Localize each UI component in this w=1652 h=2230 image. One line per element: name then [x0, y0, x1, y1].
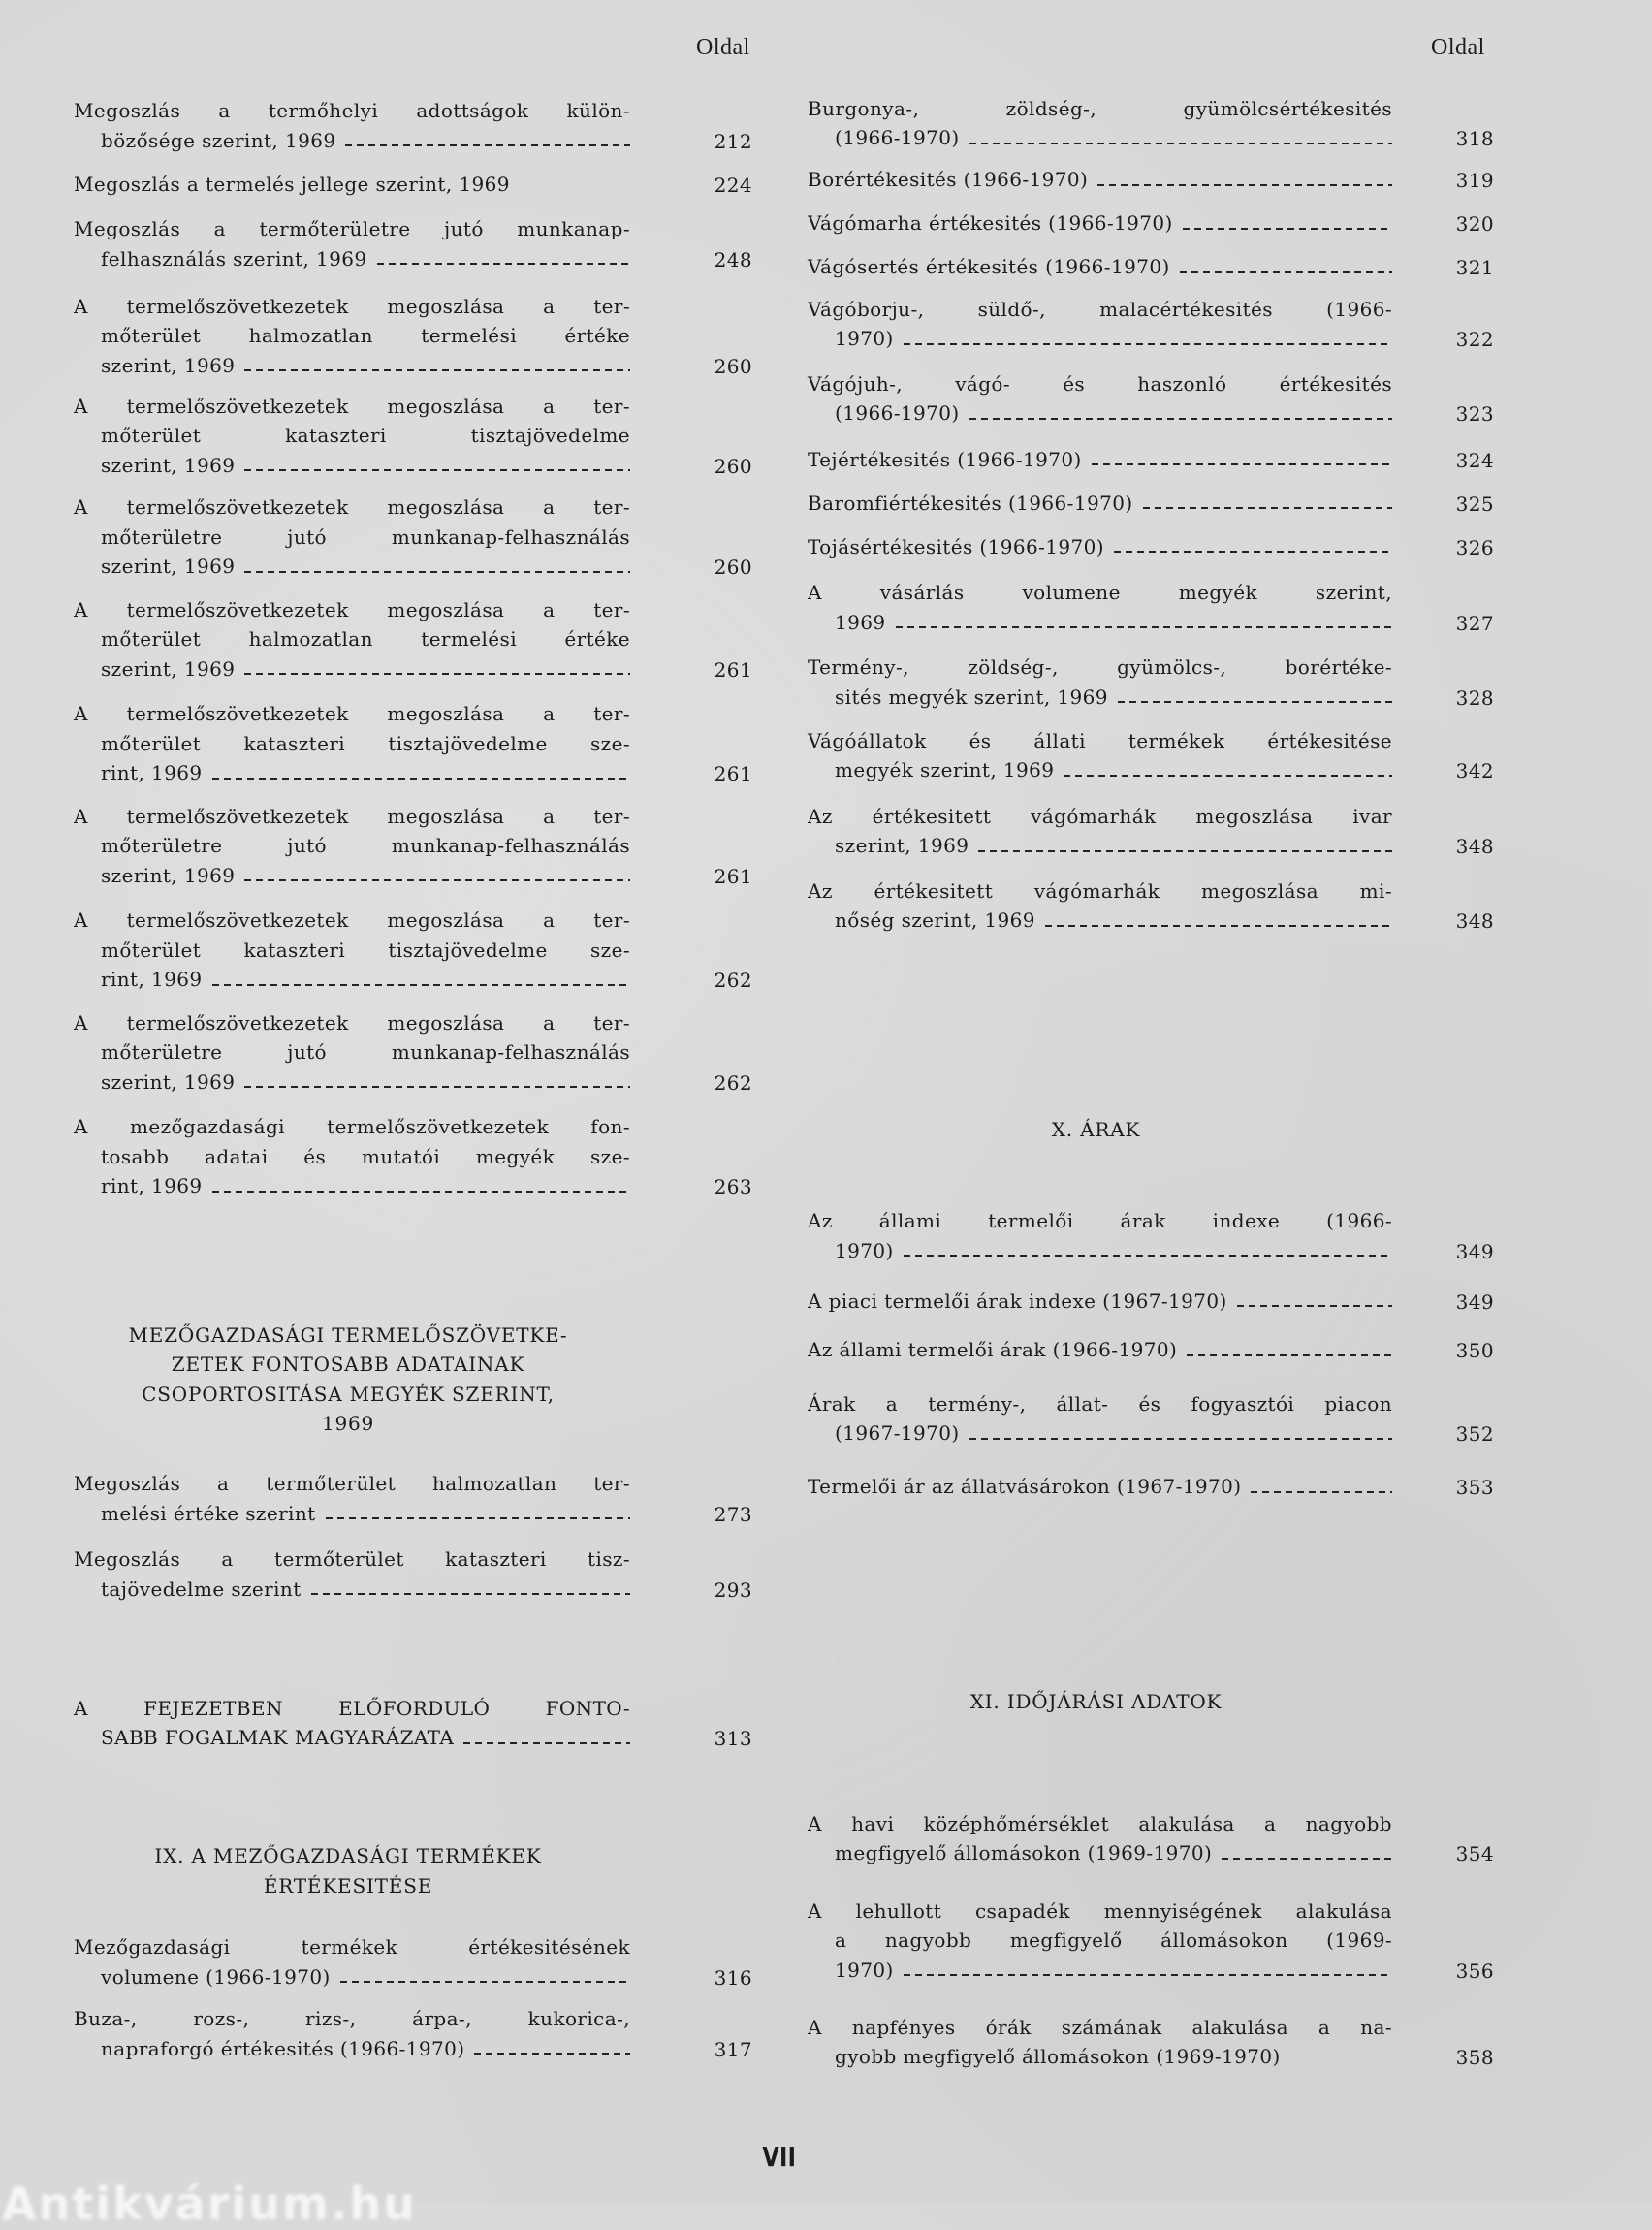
dot-leader	[1092, 463, 1392, 465]
toc-entry[interactable]	[808, 726, 1494, 785]
toc-entry-line	[74, 1008, 630, 1038]
toc-entry[interactable]	[74, 292, 752, 381]
toc-entry-text: nőség szerint, 1969	[835, 908, 1035, 933]
toc-entry-text: melési értéke szerint	[101, 1501, 316, 1525]
toc-entry-text: A piaci termelői árak indexe (1967-1970)	[808, 1289, 1227, 1313]
toc-entry[interactable]	[808, 1287, 1494, 1317]
toc-entry[interactable]	[808, 445, 1494, 475]
toc-page-number: 248	[714, 247, 752, 271]
toc-entry-text: A termelőszövetkezetek megoszlása a ter-	[74, 394, 630, 418]
toc-entry-text: bözősége szerint, 1969	[101, 128, 336, 152]
toc-entry[interactable]	[74, 1112, 752, 1201]
toc-entry-text: Megoszlás a termelés jellege szerint, 1969	[74, 172, 510, 196]
toc-entry-text: szerint, 1969	[101, 453, 236, 477]
toc-entry-text: Tojásértékesités (1966-1970)	[808, 534, 1104, 558]
toc-entry-line	[74, 906, 630, 936]
toc-entry[interactable]	[808, 1809, 1494, 1868]
dot-leader	[345, 144, 630, 146]
toc-entry-line	[835, 1926, 1392, 1956]
toc-page-number: 350	[1455, 1339, 1494, 1363]
toc-entry[interactable]	[808, 295, 1494, 354]
toc-page-number: 317	[714, 2037, 752, 2061]
toc-entry-line	[74, 1112, 630, 1142]
dot-leader	[978, 850, 1392, 852]
toc-entry-text: A mezőgazdasági termelőszövetkezetek fon-	[74, 1115, 630, 1139]
toc-page-number: 320	[1455, 212, 1494, 237]
toc-entry-text: 1969	[835, 610, 886, 634]
toc-entry-line	[101, 321, 630, 351]
dot-leader	[1114, 551, 1392, 553]
dot-leader	[904, 1255, 1392, 1257]
toc-entry-text: A FEJEZETBEN ELŐFORDULÓ FONTO-	[74, 1696, 630, 1720]
toc-page-number: 358	[1455, 2046, 1494, 2070]
toc-entry-line	[835, 1236, 1392, 1266]
toc-entry[interactable]	[808, 1896, 1494, 1986]
toc-entry[interactable]	[808, 165, 1494, 195]
dot-leader	[311, 1593, 630, 1595]
toc-entry[interactable]	[74, 214, 752, 273]
dot-leader	[904, 1974, 1392, 1976]
toc-page-number: 262	[714, 1070, 752, 1095]
section-heading-line: IX. A MEZŐGAZDASÁGI TERMÉKEK	[154, 1844, 542, 1868]
toc-entry-text: megyék szerint, 1969	[835, 758, 1055, 782]
toc-entry-text: Megoszlás a termőterület kataszteri tisz-	[74, 1547, 630, 1572]
page-folio: VII	[762, 2141, 797, 2173]
toc-entry-text: Termelői ár az állatvásárokon (1967-1970)	[808, 1475, 1242, 1499]
dot-leader	[969, 418, 1392, 420]
toc-entry-line	[74, 214, 630, 244]
toc-entry-line	[101, 1171, 630, 1201]
toc-page-number: 318	[1455, 127, 1494, 151]
toc-page-number: 323	[1455, 402, 1494, 427]
left-oldal-header: Oldal	[696, 35, 750, 60]
toc-entry-line	[808, 2013, 1392, 2043]
dot-leader	[1251, 1491, 1392, 1493]
toc-entry-text: A termelőszövetkezetek megoszlása a ter-	[74, 702, 630, 726]
toc-page-number: 349	[1455, 1290, 1494, 1314]
toc-page-number: 260	[714, 556, 752, 580]
toc-entry[interactable]	[74, 1694, 752, 1753]
toc-entry-text: rint, 1969	[101, 761, 203, 785]
toc-entry-line	[808, 802, 1392, 832]
toc-page-number: 293	[714, 1577, 752, 1602]
section-heading	[70, 1841, 626, 1900]
toc-entry-line	[101, 936, 630, 966]
toc-entry-line	[101, 1142, 630, 1172]
toc-entry[interactable]	[74, 595, 752, 685]
toc-entry[interactable]	[808, 578, 1494, 637]
toc-entry-line	[808, 1472, 1392, 1502]
toc-entry-text: Megoszlás a termőterületre jutó munkanap-	[74, 217, 630, 241]
section-heading-line: 1969	[321, 1412, 375, 1436]
toc-entry[interactable]	[74, 493, 752, 582]
section-heading-line: ÉRTÉKESITÉSE	[263, 1873, 433, 1897]
toc-entry-text: 1970)	[835, 1958, 894, 1982]
toc-entry-line	[74, 1545, 630, 1575]
toc-entry-line	[101, 126, 630, 156]
toc-entry-line	[101, 1067, 630, 1098]
toc-entry-text: Az állami termelői árak indexe (1966-	[808, 1209, 1392, 1233]
toc-page-number: 324	[1455, 448, 1494, 472]
dot-leader	[1097, 184, 1392, 186]
toc-entry-text: tosabb adatai és mutatói megyék sze-	[101, 1144, 630, 1168]
toc-entry-line	[101, 244, 630, 274]
toc-entry-line	[835, 1838, 1392, 1868]
toc-entry-line	[101, 2034, 630, 2064]
toc-entry-line	[835, 1956, 1392, 1986]
toc-page-number: 354	[1455, 1842, 1494, 1866]
toc-entry-line	[808, 252, 1392, 282]
toc-entry-line	[101, 421, 630, 451]
section-heading-line: X. ÁRAK	[1051, 1117, 1141, 1141]
toc-page-number: 342	[1455, 759, 1494, 783]
toc-page-number: 349	[1455, 1239, 1494, 1263]
toc-entry-text: rint, 1969	[101, 1174, 203, 1198]
toc-entry-line	[835, 683, 1392, 713]
toc-entry-line	[101, 1499, 630, 1529]
toc-entry-text: a nagyobb megfigyelő állomásokon (1969-	[835, 1928, 1392, 1953]
dot-leader	[1045, 925, 1392, 927]
toc-entry-line	[835, 2042, 1392, 2072]
toc-entry-line	[101, 1037, 630, 1067]
toc-page-number: 325	[1455, 492, 1494, 516]
toc-entry-line	[101, 831, 630, 861]
dot-leader	[244, 369, 630, 371]
toc-entry-line	[74, 292, 630, 322]
toc-entry-line	[101, 624, 630, 654]
toc-entry[interactable]	[74, 1469, 752, 1528]
toc-page-number: 313	[714, 1727, 752, 1751]
toc-entry-text: Borértékesités (1966-1970)	[808, 168, 1089, 192]
toc-entry[interactable]	[808, 1335, 1494, 1365]
toc-entry-line	[835, 755, 1392, 785]
toc-entry[interactable]	[74, 1932, 752, 1991]
toc-entry-line	[101, 729, 630, 759]
toc-entry-text: Vágósertés értékesités (1966-1970)	[808, 255, 1170, 279]
toc-entry-line	[74, 2004, 630, 2034]
toc-entry-text: Burgonya-, zöldség-, gyümölcsértékesités	[808, 96, 1392, 120]
toc-entry-line	[808, 726, 1392, 756]
toc-entry-text: Baromfiértékesités (1966-1970)	[808, 491, 1133, 515]
section-heading	[70, 1321, 626, 1439]
toc-entry[interactable]	[808, 876, 1494, 936]
toc-entry-line	[808, 1896, 1392, 1927]
toc-entry-line	[808, 369, 1392, 399]
toc-page-number: 260	[714, 354, 752, 378]
toc-entry[interactable]	[808, 653, 1494, 712]
toc-entry-line	[101, 351, 630, 381]
dot-leader	[244, 469, 630, 471]
toc-entry-text: 1970)	[835, 1238, 894, 1262]
toc-page-number: 273	[714, 1502, 752, 1526]
toc-entry-text: mőterület halmozatlan termelési értéke	[101, 627, 630, 652]
toc-entry-line	[74, 802, 630, 832]
toc-entry-line	[808, 1287, 1392, 1317]
toc-entry[interactable]	[74, 699, 752, 788]
toc-entry-line	[74, 1932, 630, 1962]
toc-entry-line	[835, 398, 1392, 429]
toc-entry-text: mőterület kataszteri tisztajövedelme sze-	[101, 938, 630, 962]
toc-entry-text: szerint, 1969	[101, 1069, 236, 1094]
toc-entry-line	[808, 653, 1392, 683]
toc-entry-line	[101, 758, 630, 788]
dot-leader	[969, 1438, 1392, 1440]
toc-entry-text: Az értékesitett vágómarhák megoszlása mi-	[808, 878, 1392, 903]
dot-leader	[1222, 1858, 1392, 1860]
toc-entry[interactable]	[808, 802, 1494, 861]
toc-page-number: 262	[714, 969, 752, 993]
toc-entry-text: Vágómarha értékesités (1966-1970)	[808, 211, 1173, 236]
toc-page-number: 212	[714, 129, 752, 153]
dot-leader	[212, 778, 631, 780]
dot-leader	[474, 2053, 630, 2055]
toc-page-number: 260	[714, 454, 752, 478]
toc-page-number: 353	[1455, 1476, 1494, 1500]
dot-leader	[1143, 507, 1392, 509]
toc-entry-text: napraforgó értékesités (1966-1970)	[101, 2036, 465, 2060]
toc-entry-text: A termelőszövetkezetek megoszlása a ter-	[74, 908, 630, 933]
toc-entry-text: szerint, 1969	[101, 863, 236, 887]
toc-page-number: 327	[1455, 611, 1494, 635]
toc-entry-line	[74, 595, 630, 625]
toc-entry-line	[74, 392, 630, 422]
toc-entry-line	[835, 831, 1392, 861]
toc-page-number: 356	[1455, 1959, 1494, 1983]
dot-leader	[244, 879, 630, 881]
toc-entry-text: A havi középhőmérséklet alakulása a nagyobb	[808, 1811, 1392, 1835]
dot-leader	[969, 143, 1392, 144]
toc-entry-text: rint, 1969	[101, 968, 203, 992]
toc-entry-text: A lehullott csapadék mennyiségének alakulása	[808, 1898, 1392, 1923]
toc-entry-text: Tejértékesités (1966-1970)	[808, 447, 1082, 471]
toc-entry-text: felhasználás szerint, 1969	[101, 246, 367, 271]
toc-entry-text: Vágóborju-, süldő-, malacértékesités (1966-	[808, 297, 1392, 321]
toc-entry-line	[101, 451, 630, 481]
toc-entry[interactable]	[808, 532, 1494, 562]
dot-leader	[377, 263, 630, 265]
toc-entry-text: Árak a termény-, állat- és fogyasztói piacon	[808, 1391, 1392, 1416]
toc-entry-text: A termelőszövetkezetek megoszlása a ter-	[74, 294, 630, 318]
toc-entry-line	[835, 324, 1392, 354]
toc-entry-text: A termelőszövetkezetek megoszlása a ter-	[74, 1010, 630, 1035]
toc-entry-line	[74, 96, 630, 126]
toc-entry-text: (1966-1970)	[835, 401, 960, 426]
toc-page-number: 316	[714, 1965, 752, 1990]
toc-entry-text: SABB FOGALMAK MAGYARÁZATA	[101, 1726, 455, 1750]
toc-entry-line	[808, 1389, 1392, 1419]
watermark: Antikvárium.hu	[2, 2178, 417, 2230]
dot-leader	[1183, 228, 1392, 230]
toc-entry-line	[835, 906, 1392, 936]
toc-entry-line	[101, 654, 630, 685]
toc-entry[interactable]	[808, 208, 1494, 239]
toc-page-number: 326	[1455, 535, 1494, 559]
dot-leader	[1187, 1354, 1392, 1356]
toc-entry-line	[74, 1694, 630, 1724]
toc-entry-line	[808, 94, 1392, 124]
toc-entry[interactable]	[808, 2013, 1494, 2072]
toc-entry-line	[808, 876, 1392, 907]
toc-entry-text: A vásárlás volumene megyék szerint,	[808, 581, 1392, 605]
toc-page-number: 348	[1455, 835, 1494, 859]
toc-entry-text: szerint, 1969	[835, 834, 969, 858]
toc-entry-text: Termény-, zöldség-, gyümölcs-, borértéke-	[808, 655, 1392, 680]
dot-leader	[212, 1191, 631, 1193]
toc-entry-line	[808, 489, 1392, 519]
dot-leader	[463, 1742, 630, 1744]
toc-entry-text: A termelőszövetkezetek megoszlása a ter-	[74, 804, 630, 828]
toc-entry-text: (1966-1970)	[835, 126, 960, 150]
toc-entry-line	[835, 1418, 1392, 1449]
toc-entry-text: Az értékesitett vágómarhák megoszlása ivar	[808, 804, 1392, 828]
toc-entry-line	[74, 699, 630, 729]
toc-entry-text: mőterületre jutó munkanap-felhasználás	[101, 1040, 630, 1065]
toc-entry-line	[101, 965, 630, 995]
toc-entry-text: mőterületre jutó munkanap-felhasználás	[101, 834, 630, 858]
toc-entry-text: tajövedelme szerint	[101, 1577, 302, 1601]
toc-entry-text: Az állami termelői árak (1966-1970)	[808, 1338, 1178, 1362]
dot-leader	[244, 571, 630, 573]
toc-entry-line	[808, 208, 1392, 239]
section-heading	[804, 1115, 1388, 1145]
toc-entry[interactable]	[74, 392, 752, 481]
toc-entry-line	[835, 123, 1392, 153]
toc-page-number: 352	[1455, 1422, 1494, 1447]
toc-entry[interactable]	[808, 94, 1494, 153]
toc-entry-text: A termelőszövetkezetek megoszlása a ter-	[74, 495, 630, 520]
toc-entry-text: mőterület kataszteri tisztajövedelme	[101, 424, 630, 448]
toc-entry-line	[74, 1469, 630, 1499]
section-heading-line: XI. IDŐJÁRÁSI ADATOK	[969, 1689, 1223, 1713]
toc-entry[interactable]	[74, 906, 752, 995]
toc-entry[interactable]	[808, 1206, 1494, 1265]
dot-leader	[244, 1086, 630, 1088]
toc-entry[interactable]	[808, 1389, 1494, 1449]
toc-entry[interactable]	[808, 1472, 1494, 1502]
toc-entry-line	[808, 165, 1392, 195]
dot-leader	[244, 673, 630, 675]
toc-entry-text: 1970)	[835, 327, 894, 351]
toc-entry-line	[74, 493, 630, 523]
toc-entry-text: Megoszlás a termőhelyi adottságok külön-	[74, 99, 630, 123]
toc-entry-line	[808, 1206, 1392, 1236]
toc-entry-text: A napfényes órák számának alakulása a na-	[808, 2015, 1392, 2039]
toc-page-number: 319	[1455, 169, 1494, 193]
toc-entry-line	[808, 295, 1392, 325]
toc-entry-line	[101, 861, 630, 891]
toc-entry-text: szerint, 1969	[101, 656, 236, 681]
section-heading-line: ZETEK FONTOSABB ADATAINAK	[171, 1353, 525, 1377]
toc-page-number: 263	[714, 1175, 752, 1199]
section-heading-line: CSOPORTOSITÁSA MEGYÉK SZERINT,	[142, 1382, 555, 1406]
toc-entry-text: mőterületre jutó munkanap-felhasználás	[101, 525, 630, 549]
toc-entry-line	[101, 1962, 630, 1992]
section-heading-line: MEZŐGAZDASÁGI TERMELŐSZÖVETKE-	[128, 1322, 568, 1347]
toc-entry-line	[101, 1575, 630, 1605]
toc-entry[interactable]	[74, 2004, 752, 2063]
toc-entry-text: szerint, 1969	[101, 353, 236, 377]
toc-page-number: 224	[714, 173, 752, 197]
toc-entry-text: A termelőszövetkezetek megoszlása a ter-	[74, 597, 630, 621]
toc-entry-line	[808, 1809, 1392, 1839]
toc-entry-line	[808, 445, 1392, 475]
toc-page-number: 261	[714, 864, 752, 888]
toc-entry[interactable]	[74, 802, 752, 891]
toc-entry-text: volumene (1966-1970)	[101, 1964, 331, 1989]
right-oldal-header: Oldal	[1431, 35, 1485, 60]
toc-entry-line	[808, 532, 1392, 562]
toc-entry-line	[101, 552, 630, 582]
toc-entry-text: (1967-1970)	[835, 1421, 960, 1446]
toc-entry-text: Buza-, rozs-, rizs-, árpa-, kukorica-,	[74, 2007, 630, 2031]
toc-entry-line	[808, 578, 1392, 608]
dot-leader	[340, 1981, 630, 1983]
toc-page-number: 261	[714, 657, 752, 682]
toc-entry-line	[74, 170, 630, 200]
toc-entry-text: mőterület kataszteri tisztajövedelme sze-	[101, 731, 630, 755]
toc-entry[interactable]	[74, 1008, 752, 1098]
dot-leader	[212, 984, 631, 986]
section-heading	[804, 1687, 1388, 1717]
toc-page-number: 348	[1455, 909, 1494, 934]
toc-entry-text: megfigyelő állomásokon (1969-1970)	[835, 1841, 1213, 1865]
dot-leader	[1064, 775, 1392, 777]
toc-entry-text: Vágóállatok és állati termékek értékesitése	[808, 728, 1392, 752]
toc-page-number: 322	[1455, 328, 1494, 352]
toc-entry[interactable]	[808, 489, 1494, 519]
dot-leader	[326, 1517, 630, 1519]
toc-page-number: 321	[1455, 256, 1494, 280]
toc-page-number: 261	[714, 762, 752, 786]
toc-entry[interactable]	[74, 96, 752, 155]
toc-entry-text: mőterület halmozatlan termelési értéke	[101, 324, 630, 348]
toc-page-number: 328	[1455, 685, 1494, 710]
toc-entry-text: sités megyék szerint, 1969	[835, 685, 1108, 709]
dot-leader	[1118, 701, 1392, 703]
toc-entry-line	[101, 523, 630, 553]
toc-entry[interactable]	[74, 170, 752, 200]
dot-leader	[896, 626, 1393, 628]
toc-entry-text: szerint, 1969	[101, 555, 236, 579]
toc-entry[interactable]	[74, 1545, 752, 1604]
dot-leader	[904, 343, 1392, 345]
toc-entry-line	[835, 608, 1392, 638]
toc-entry-text: Mezőgazdasági termékek értékesitésének	[74, 1935, 630, 1959]
dot-leader	[1237, 1305, 1392, 1307]
dot-leader	[1180, 271, 1392, 273]
toc-entry[interactable]	[808, 369, 1494, 429]
toc-entry-line	[101, 1723, 630, 1753]
toc-entry-text: gyobb megfigyelő állomásokon (1969-1970)	[835, 2045, 1281, 2069]
toc-entry-text: Megoszlás a termőterület halmozatlan ter-	[74, 1472, 630, 1496]
toc-entry-text: Vágójuh-, vágó- és haszonló értékesités	[808, 371, 1392, 396]
toc-entry-line	[808, 1335, 1392, 1365]
toc-entry[interactable]	[808, 252, 1494, 282]
